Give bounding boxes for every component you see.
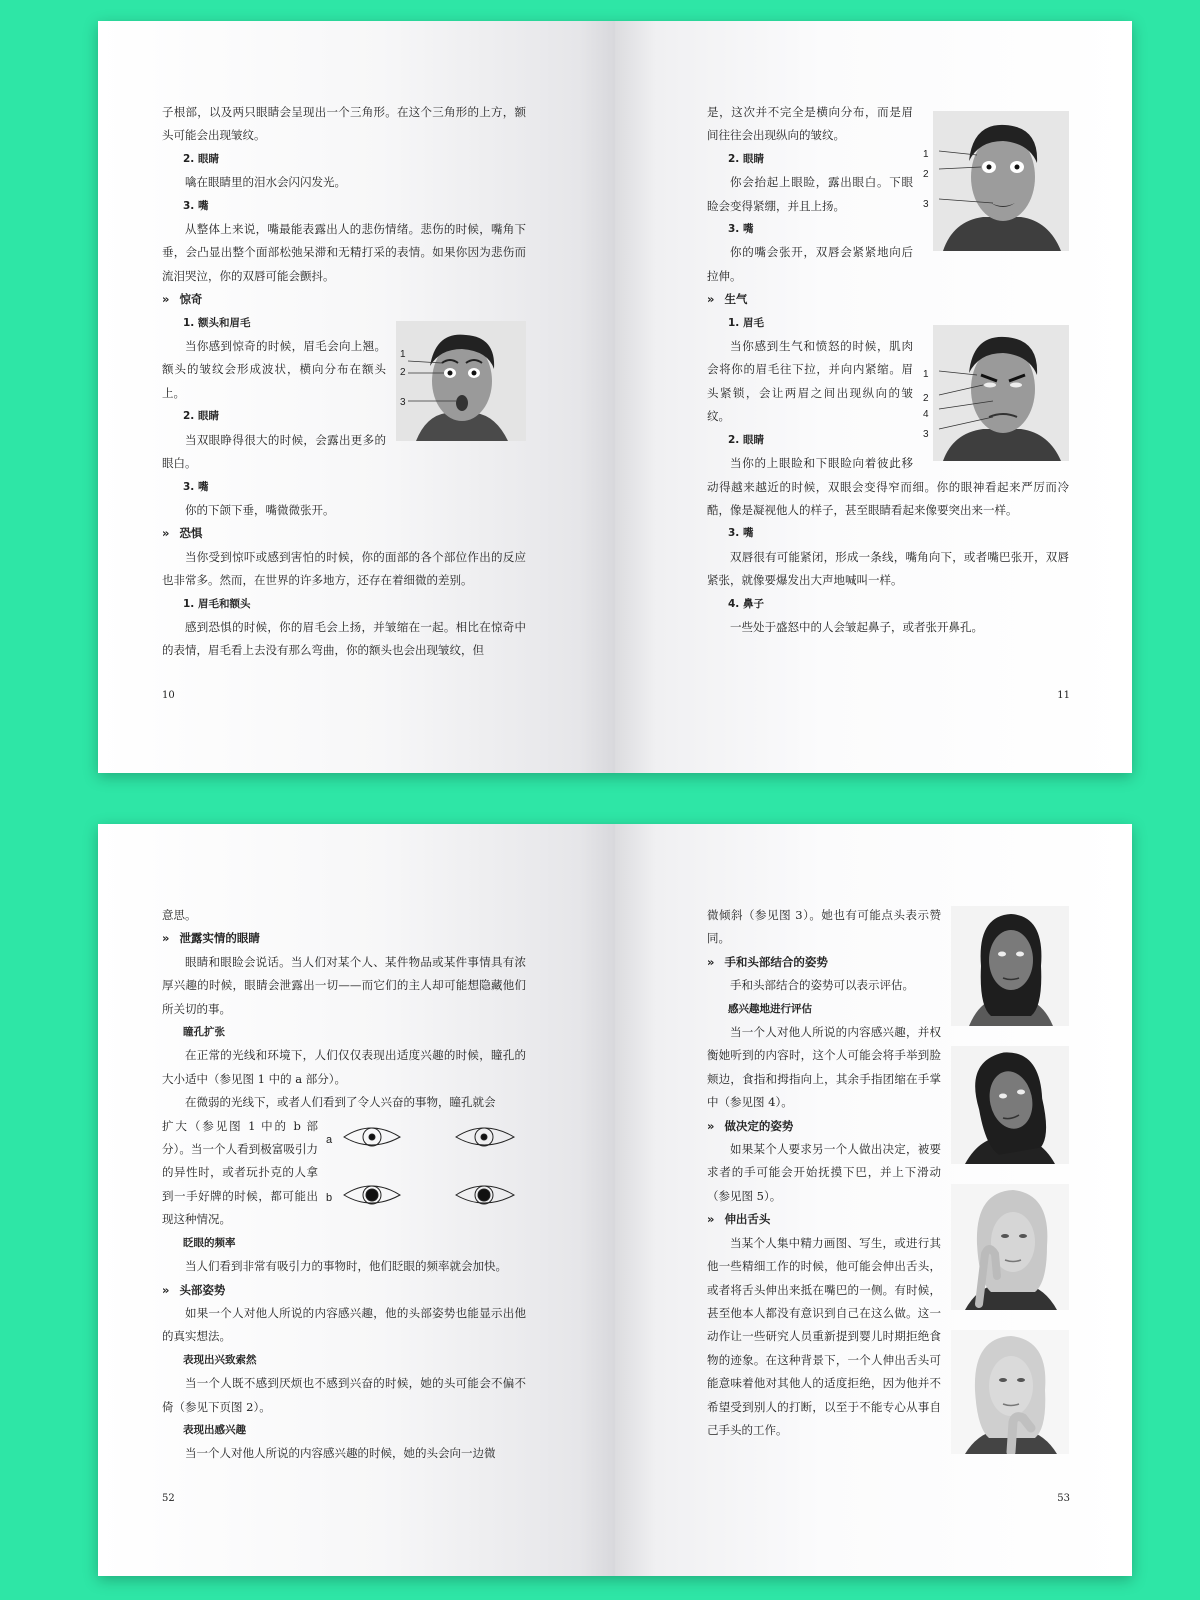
section-heading-text: 恐惧 (179, 526, 203, 541)
paragraph: 当一个人对他人所说的内容感兴趣的时候，她的头会向一边微 (185, 1446, 496, 1461)
paragraph: 扩大（参见图 1 中的 b 部分）。当一个人看到极富吸引力的异性时，或者玩扑克的人拿到一手好牌的时候，都可能出现这种情况。 (162, 1118, 318, 1227)
callout-2: 2 (400, 367, 406, 379)
paragraph: 当你的上眼睑和下眼睑向着彼此移动得越来越近的时候，双眼会变得窄而细。你的眼神看起来严厉而冷酷，像是凝视他人的样子，甚至眼睛看起来像要突出来一样。 (707, 456, 1069, 517)
subheading: 感兴趣地进行评估 (728, 1002, 812, 1015)
callout-4: 4 (923, 409, 929, 421)
subheading: 3. 嘴 (728, 527, 754, 540)
subheading: 1. 眉毛和额头 (183, 597, 251, 610)
paragraph: 当你受到惊吓或感到害怕的时候，你的面部的各个部位作出的反应也非常多。然而，在世界的许多地方，还存在着细微的差别。 (162, 549, 526, 588)
subheading: 2. 眼睛 (183, 152, 219, 165)
subheading: 眨眼的频率 (183, 1236, 236, 1249)
figure-label-b: b (326, 1191, 333, 1204)
subheading: 2. 眼睛 (728, 433, 764, 446)
paragraph: 一些处于盛怒中的人会皱起鼻子，或者张开鼻孔。 (730, 619, 983, 634)
bullet-icon: » (707, 1118, 715, 1133)
bullet-icon: » (162, 526, 170, 541)
fear-face-figure (923, 111, 1069, 251)
paragraph: 是，这次并不完全是横向分布，而是眉间往往会出现纵向的皱纹。 (707, 105, 913, 143)
woman-photo-evaluating (951, 1184, 1069, 1310)
page-number: 52 (162, 1492, 175, 1504)
subheading: 3. 嘴 (183, 199, 209, 212)
woman-photo-column (951, 906, 1069, 1454)
paragraph: 当人们看到非常有吸引力的事物时，他们眨眼的频率就会加快。 (185, 1259, 507, 1274)
paragraph: 微倾斜（参见图 3）。她也有可能点头表示赞同。 (707, 908, 941, 946)
subheading: 2. 眼睛 (183, 410, 219, 423)
paragraph: 手和头部结合的姿势可以表示评估。 (730, 978, 914, 993)
section-heading-head (162, 1279, 526, 1302)
page-10-text (162, 101, 526, 663)
callout-2: 2 (923, 169, 929, 180)
surprise-face-photo (396, 321, 526, 441)
paragraph: 如果某个人要求另一个人做出决定，被要求者的手可能会开始抚摸下巴，并上下滑动（参见图 5）。 (707, 1142, 941, 1203)
paragraph: 从整体上来说，嘴最能表露出人的悲伤情绪。悲伤的时候，嘴角下垂，会凸显出整个面部松弛呆滞和无精打采的表情。如果你因为悲伤而流泪哭泣，你的双唇可能会颤抖。 (162, 222, 526, 283)
callout-1: 1 (400, 349, 406, 361)
bullet-icon: » (707, 292, 715, 307)
paragraph: 子根部，以及两只眼睛会呈现出一个三角形。在这个三角形的上方，额头可能会出现皱纹。 (162, 105, 526, 143)
paragraph: 你会抬起上眼睑，露出眼白。下眼睑会变得紧绷，并且上扬。 (707, 175, 913, 213)
bullet-icon: » (707, 1212, 715, 1227)
woman-photo-tilted (951, 1046, 1069, 1164)
paragraph: 当一个人既不感到厌烦也不感到兴奋的时候，她的头可能会不偏不倚（参见下页图 2）。 (162, 1376, 526, 1414)
section-heading-text: 手和头部结合的姿势 (724, 954, 828, 969)
page-11-text (707, 101, 1069, 639)
woman-photo-deciding (951, 1330, 1069, 1454)
figure-label-a: a (326, 1133, 333, 1146)
paragraph: 当一个人对他人所说的内容感兴趣，并权衡她听到的内容时，这个人可能会将手举到脸颊边，食指和拇指向上，其余手指团缩在手掌中（参见图 4）。 (707, 1025, 941, 1110)
section-heading-text: 惊奇 (179, 292, 203, 307)
bullet-icon: » (707, 954, 715, 969)
subheading: 3. 嘴 (183, 480, 209, 493)
woman-photo-neutral (951, 906, 1069, 1026)
paragraph: 当双眼睁得很大的时候，会露出更多的眼白。 (162, 432, 386, 471)
page-number: 53 (1057, 1492, 1070, 1504)
paragraph: 你的嘴会张开，双唇会紧紧地向后拉伸。 (707, 245, 913, 283)
subheading: 瞳孔扩张 (183, 1026, 225, 1039)
section-heading-text: 生气 (724, 292, 748, 307)
book-spread-1 (98, 21, 1132, 773)
page-11 (615, 21, 1132, 773)
paragraph: 当你感到生气和愤怒的时候，肌肉会将你的眉毛往下拉，并向内紧缩。眉头紧锁，会让两眉之间出现纵向的皱纹。 (707, 339, 913, 424)
callout-2: 2 (923, 393, 929, 405)
pupil-dilation-figure (326, 1119, 526, 1211)
subheading: 1. 额头和眉毛 (183, 316, 251, 329)
paragraph: 眼睛和眼睑会说话。当人们对某个人、某件物品或某件事情具有浓厚兴趣的时候，眼睛会泄露出一切——而它们的主人却可能想隐藏他们所关切的事。 (162, 954, 526, 1016)
surprise-face-figure (396, 321, 526, 441)
section-heading-surprise (162, 288, 526, 311)
page-53 (615, 824, 1132, 1576)
callout-3: 3 (923, 429, 929, 441)
subheading: 1. 眉毛 (728, 316, 764, 329)
callout-1: 1 (923, 149, 929, 160)
page-number: 10 (162, 689, 175, 701)
paragraph: 双唇很有可能紧闭，形成一条线，嘴角向下，或者嘴巴张开，双唇紧张，就像要爆发出大声地喊叫一样。 (707, 549, 1069, 588)
section-heading-eyes (162, 927, 526, 950)
section-heading-fear (162, 522, 526, 545)
paragraph: 噙在眼睛里的泪水会闪闪发光。 (185, 175, 346, 190)
paragraph: 你的下颌下垂，嘴微微张开。 (185, 502, 335, 517)
anger-face-photo (933, 325, 1069, 461)
paragraph: 如果一个人对他人所说的内容感兴趣，他的头部姿势也能显示出他的真实想法。 (162, 1305, 526, 1344)
page-52 (98, 824, 615, 1576)
bullet-icon: » (162, 292, 170, 307)
section-heading-text: 头部姿势 (179, 1282, 226, 1297)
fear-face-photo (933, 111, 1069, 251)
subheading: 4. 鼻子 (728, 597, 764, 610)
subheading: 3. 嘴 (728, 223, 754, 236)
section-heading-text: 伸出舌头 (724, 1212, 771, 1227)
paragraph: 在正常的光线和环境下，人们仅仅表现出适度兴趣的时候，瞳孔的大小适中（参见图 1 中的 a 部分）。 (162, 1048, 526, 1086)
subheading: 表现出感兴趣 (183, 1423, 246, 1436)
page-53-text (707, 904, 1069, 1442)
eye-icon (344, 1128, 514, 1204)
section-heading-text: 泄露实情的眼睛 (179, 931, 260, 946)
anger-face-figure (923, 325, 1069, 461)
callout-3: 3 (400, 397, 406, 409)
bullet-icon: » (162, 1282, 170, 1297)
bullet-icon: » (162, 931, 170, 946)
book-spread-2 (98, 824, 1132, 1576)
paragraph: 感到恐惧的时候，你的眉毛会上扬，并皱缩在一起。相比在惊奇中的表情，眉毛看上去没有那么弯曲，你的额头也会出现皱纹，但 (162, 619, 526, 658)
eye-drawings (326, 1119, 526, 1211)
paragraph: 意思。 (162, 908, 197, 922)
callout-3: 3 (923, 199, 929, 210)
page-10 (98, 21, 615, 773)
page-number: 11 (1057, 689, 1070, 701)
callout-1: 1 (923, 369, 929, 381)
subheading: 表现出兴致索然 (183, 1353, 257, 1366)
page-52-text (162, 904, 526, 1466)
section-heading-text: 做决定的姿势 (724, 1118, 794, 1133)
subheading: 2. 眼睛 (728, 152, 764, 165)
paragraph: 在微弱的光线下，或者人们看到了令人兴奋的事物，瞳孔就会 (185, 1095, 496, 1110)
section-heading-anger (707, 288, 1069, 311)
paragraph: 当某个人集中精力画图、写生，或进行其他一些精细工作的时候，他可能会伸出舌头，或者将舌头伸出来抵在嘴巴的一侧。有时候，甚至他本人都没有意识到自己在这么做。这一动作让一些研究人员重新提到婴儿时期拒绝食物的迹象。在这种背景下，一个人伸出舌头可能意味着他对其他人的适度拒绝，因为他并不希望受到别人的打断，以至于不能专心从事自己手头的工作。 (707, 1235, 941, 1437)
paragraph: 当你感到惊奇的时候，眉毛会向上翘。额头的皱纹会形成波状，横向分布在额头上。 (162, 339, 386, 400)
